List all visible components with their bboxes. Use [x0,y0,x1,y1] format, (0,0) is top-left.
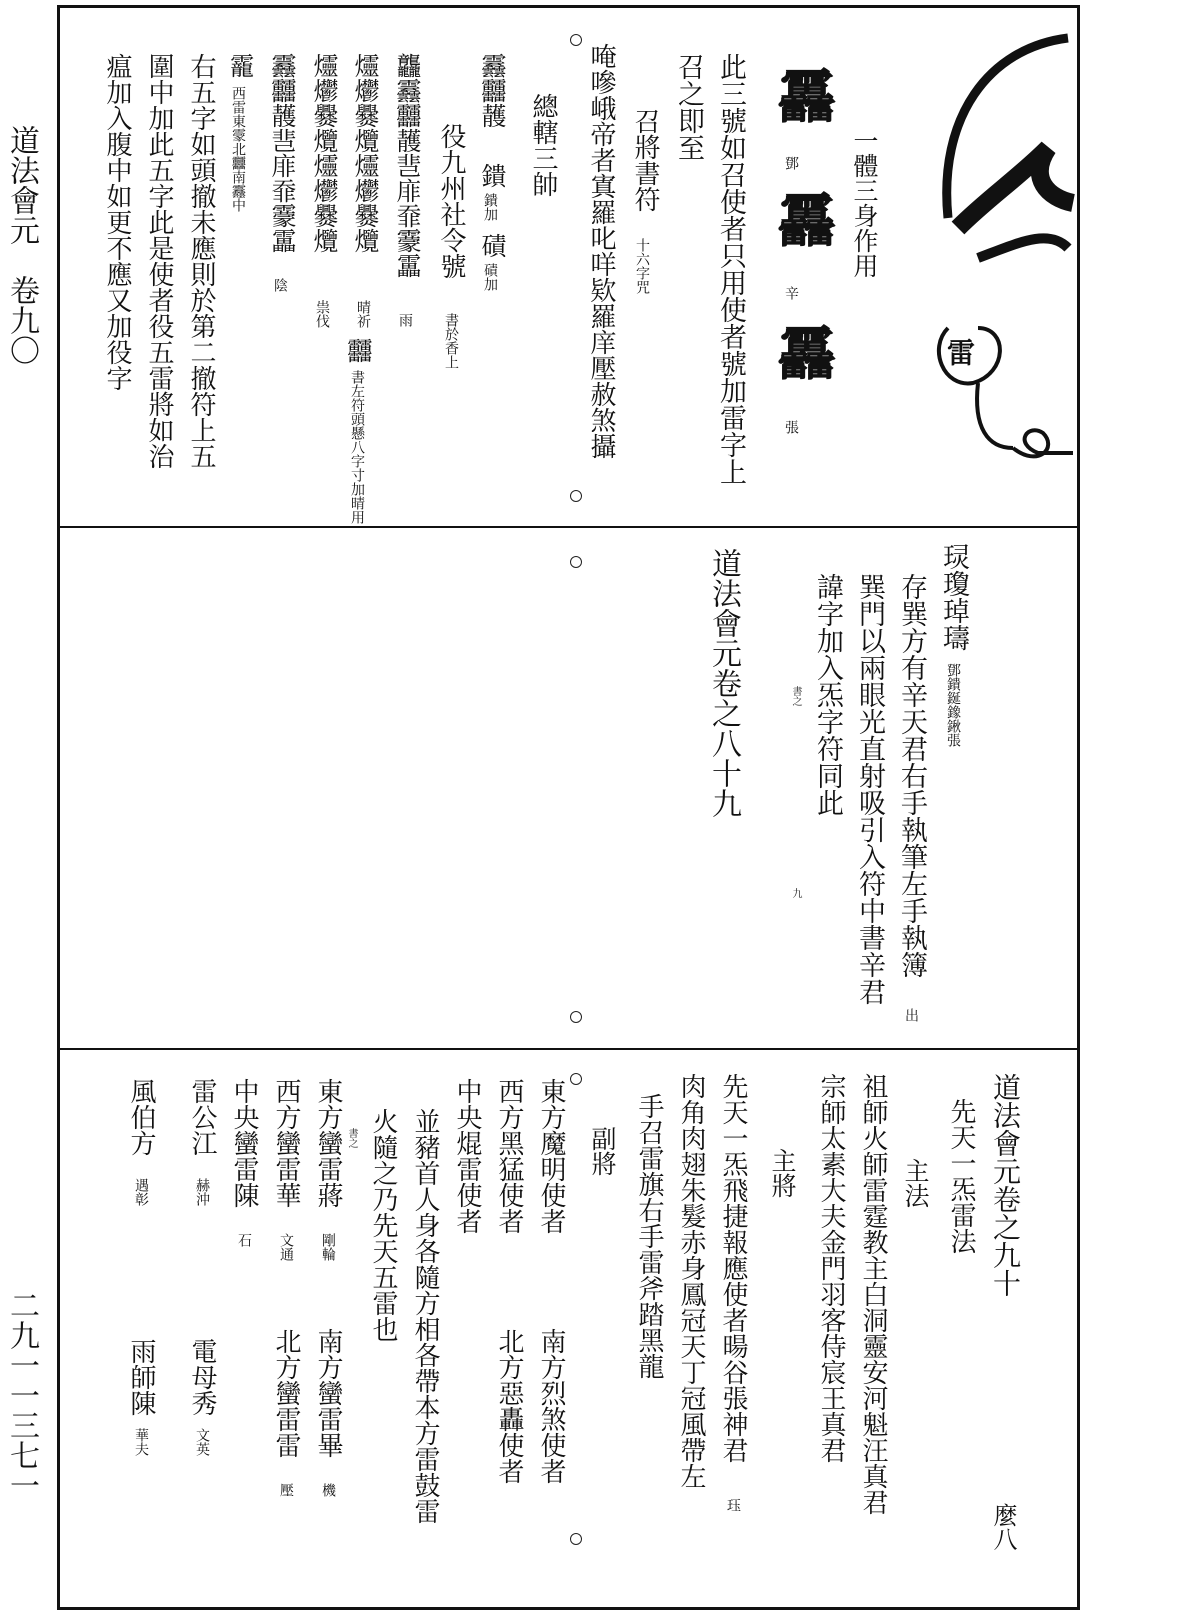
seal-label-zhang: 張 [783,420,799,434]
instruction-1: 右五字如頭撤未應則於第二撤符上五 [186,53,216,469]
p3-leigong: 雷公江 [187,1078,217,1156]
p3-nan: 南方烈煞使者 [536,1328,566,1484]
p3-rou: 肉角肉翅朱髮赤身鳳冠天丁冠風帶左 [676,1073,706,1489]
jiu-small: 書於香上 [443,313,459,369]
p3-fengbo: 風伯方 [126,1078,156,1156]
zong-char-3: 磧 [478,233,507,258]
binding-hole [570,1073,582,1085]
binding-hole [570,556,582,568]
instruction-2: 圍中加此五字此是使者役五雷將如治 [144,53,174,469]
p3-zushi: 祖師火師雷霆教主白洞靈安河魁汪真君 [858,1073,888,1515]
p2-line2: 存巽方有辛天君右手執筆左手執簿 [896,573,927,978]
p3-huo: 火隨之乃先天五雷也 [368,1108,398,1342]
p3-zhong: 中央焜雷使者 [452,1078,482,1234]
p2-tiny-1: 書之 [790,686,801,706]
p3-nan-man: 南方蠻雷畢 [313,1328,343,1458]
seal-glyph-2: 靐 [768,190,836,254]
zong-chars: 䨺䨻䨼 [478,53,507,128]
note-zhi: 召之即至 [673,53,704,161]
row-e-small: 陰 [272,278,288,292]
p3-zhufa: 主法 [901,1158,930,1208]
jiu-heading: 役九州社令號 [436,123,466,279]
seal-label-xin: 辛 [783,286,799,300]
row-a: 龘䨺䨻䨼䨽䨾䨿靀靁 [393,53,422,278]
seal-glyph-1: 靐 [768,66,836,130]
row-c: 爧爩爨爦爧爩爨爦 [310,53,339,253]
p3-dianmu-small: 文英 [194,1428,210,1456]
p3-leigong-small: 赫沖 [194,1178,210,1206]
panel-divider-2 [60,1048,1077,1050]
seal-glyph-3: 靐 [768,323,836,387]
p3-fengbo-small: 遇彰 [133,1178,149,1206]
p3-yushi: 雨師陳 [126,1338,156,1416]
p3-yushi-small: 華夫 [133,1428,149,1456]
p3-dong-man-small: 剛輪 [320,1233,336,1261]
row-a-small: 雨 [397,313,413,327]
p3-huo-small: 書之 [346,1128,357,1148]
zhao-small: 十六字咒 [634,238,650,294]
p2-volume-title: 道法會元卷之八十九 [706,548,741,818]
binding-hole [570,1011,582,1023]
instruction-3: 瘟加入腹中如更不應又加役字 [102,53,132,391]
p2-line1: 㻏瓊琸璹 [938,543,969,651]
p3-zhong-man-small: 石 [236,1233,252,1247]
panel-divider-1 [60,526,1077,528]
row-f: 靇 [226,53,255,78]
p3-xi: 西方黑猛使者 [494,1078,524,1234]
p3-xi-man-small: 文通 [278,1233,294,1261]
p2-line4: 諱字加入炁字符同此 [812,573,843,816]
p3-bei-man: 北方蠻雷雷 [271,1328,301,1458]
glyph-d-small: 書左符頭懸八字寸加晴用 [349,370,365,524]
page-frame [57,5,1080,1610]
seal-label-deng: 鄧 [783,156,799,170]
row-c-small: 祟伐 [314,300,330,328]
glyph-d: 䨻 [344,338,373,363]
binding-hole [570,1533,582,1545]
p3-volume-small: 麼八 [989,1503,1017,1551]
zhao-heading: 召將書符 [630,108,660,212]
p2-line2-small: 出 [903,1008,919,1022]
zong-char-2: 鐀 [478,163,507,188]
zong-small-1: 鐀加 [482,193,498,221]
book-title: 道法會元 卷九〇 [4,125,39,365]
p3-zhujiang: 主將 [768,1148,797,1198]
mantra: 唵嘇峨帝者寘羅叱咩欵羅庠壓赦煞攝 [586,43,616,459]
p2-line3: 巽門以兩眼光直射吸引入符中書辛君 [854,573,885,1005]
p3-dong-man: 東方蠻雷蔣 [313,1078,343,1208]
p3-zongshi: 宗師太素大夫金門羽客侍宸王真君 [816,1073,846,1463]
p3-xiantian: 先天一炁飛捷報應使者暘谷張神君 [718,1073,748,1463]
p2-line1-small: 鄧鐀鋋鐌鍬張 [945,663,961,747]
row-b: 爧爩爨爦爧爩爨爦 [351,53,380,253]
p3-shou: 手召雷旗右手雷斧踏黑龍 [634,1093,664,1379]
zong-small-2: 磧加 [482,263,498,291]
p3-fujiang: 副將 [588,1126,617,1176]
binding-hole [570,34,582,46]
p3-xiantian-small: 珏 [725,1498,741,1512]
row-e: 䨺䨻䨼䨽䨾䨿靀靁 [268,53,297,253]
binding-hole [570,490,582,502]
p3-xi-man: 西方蠻雷華 [271,1078,301,1208]
lei-glyph: 雷 [943,338,976,366]
p3-nan-man-small: 機 [320,1483,336,1497]
heading-yiti: 一體三身作用 [850,128,879,278]
p3-zhu: 並豬首人身各隨方相各帶本方雷鼓雷 [410,1108,440,1524]
p3-volume-title: 道法會元卷之九十 [989,1073,1022,1297]
talisman-drawing [898,28,1078,488]
row-b-small: 晴祈 [355,300,371,328]
p3-zhong-man: 中央蠻雷陳 [229,1078,259,1208]
page-number: 二九一一三七一 [4,1290,39,1500]
p3-dianmu: 電母秀 [187,1338,217,1416]
p3-bei-man-small: 壓 [278,1483,294,1497]
p3-sub: 先天一炁雷法 [946,1098,976,1254]
p3-dong: 東方魔明使者 [536,1078,566,1234]
note-three-names: 此三號如召使者只用使者號加雷字上 [715,53,746,485]
p2-tiny-2: 九 [790,888,801,898]
zong-heading: 總轄三帥 [528,93,558,197]
row-f-small: 西雷東霥北䨻南䨺中 [230,86,246,212]
p3-bei: 北方惡轟使者 [494,1328,524,1484]
